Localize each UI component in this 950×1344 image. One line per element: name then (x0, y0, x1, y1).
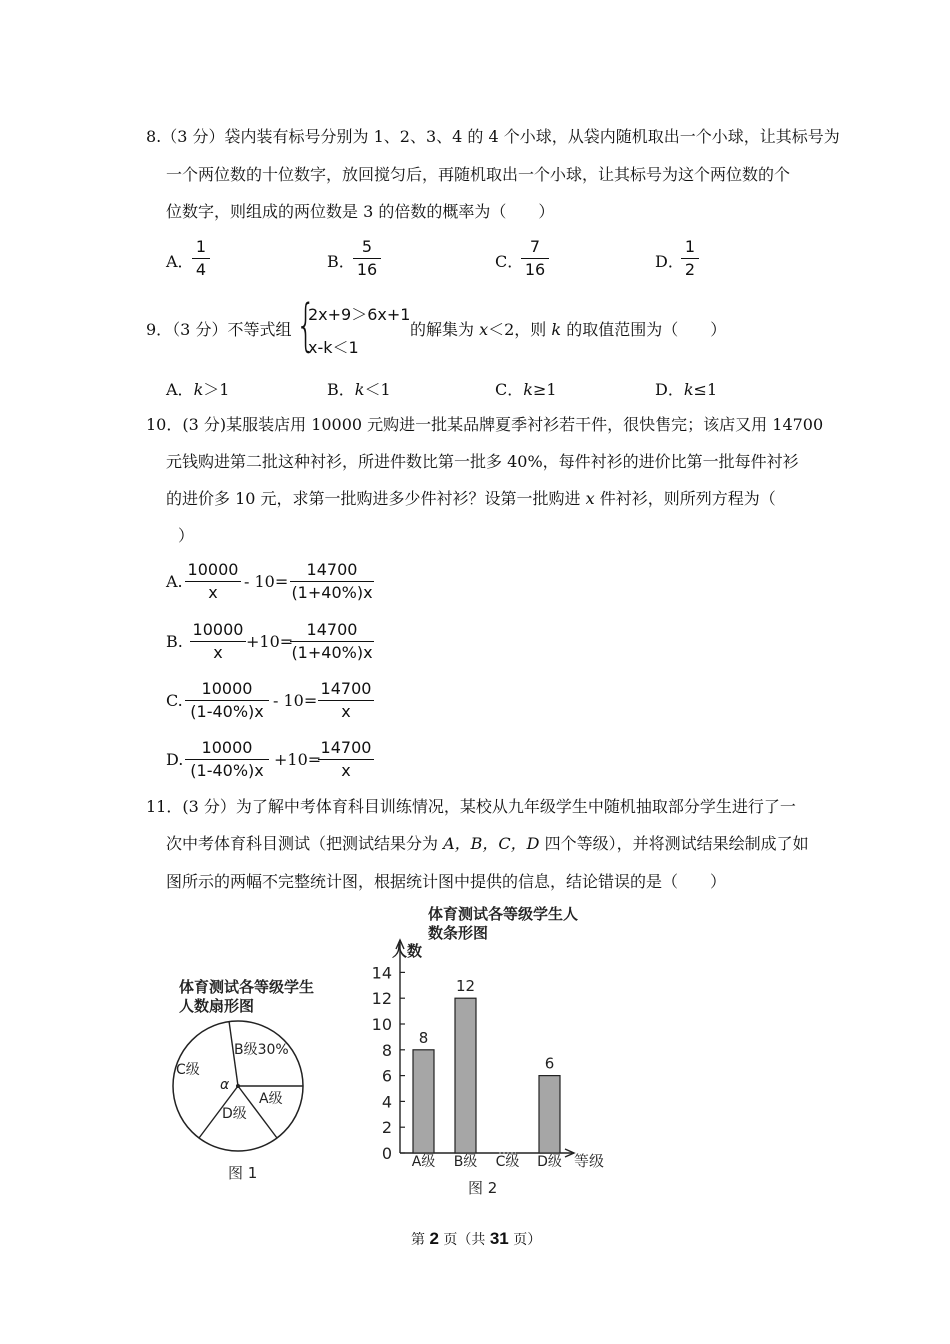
q9-option-c (495, 380, 557, 400)
q10-option-b-operator: +10= (246, 632, 294, 651)
option-label: D． (655, 380, 684, 399)
numerator: 10000 (185, 561, 241, 582)
page-footer (411, 1229, 541, 1249)
q10-option-b-label: B. (166, 632, 183, 651)
q8-line-2: 一个两位数的十位数字，放回搅匀后，再随机取出一个小球，让其标号为这个两位数的个 (166, 165, 791, 184)
numerator: 14700 (290, 561, 374, 582)
q8-option-b-label: B． (327, 252, 355, 271)
q10-option-a-right-fraction (290, 561, 374, 602)
q10-option-c-operator: - 10= (273, 691, 318, 710)
q9-prefix: 9．（3 分）不等式组 (146, 320, 292, 339)
x-category-label: C级 (495, 1154, 520, 1170)
q10-line-3b: 件衬衫，则所列方程为（ (594, 489, 776, 508)
q11-line-3: 图所示的两幅不完整统计图，根据统计图中提供的信息，结论错误的是（ ） (166, 872, 727, 891)
y-tick-label: 10 (371, 1015, 392, 1034)
denominator: (1-40%)x (190, 702, 264, 721)
q10-line-3 (166, 489, 776, 509)
option-label: A． (166, 380, 194, 399)
q10-option-c-left-fraction (185, 680, 269, 721)
pie-title-line-1: 体育测试各等级学生 (179, 978, 315, 996)
q9-var-x: x (479, 320, 489, 339)
pie-caption: 图 1 (228, 1164, 258, 1182)
q10-option-d-operator: +10= (274, 750, 322, 769)
q11-line-2b: 四个等级），并将测试结果绘制成了如 (539, 834, 809, 853)
q10-var-x: x (585, 489, 595, 508)
bar-value-label: 6 (544, 1054, 555, 1073)
q8-option-d-fraction (681, 238, 699, 279)
numerator: 14700 (290, 621, 374, 642)
denominator: x (341, 761, 351, 780)
q10-option-a-left-fraction (185, 561, 241, 602)
q9-option-d (655, 380, 717, 400)
q8-line-1: 8.（3 分）袋内装有标号分别为 1、2、3、4 的 4 个小球，从袋内随机取出一个小球，让其标号为 (146, 127, 840, 146)
q11-line-2a: 次中考体育科目测试（把测试结果分为 (166, 834, 444, 853)
numerator: 1 (192, 238, 210, 259)
pie-center (236, 1084, 240, 1088)
q10-line-2: 元钱购进第二批这种衬衫，所进件数比第一批多 40%，每件衬衫的进价比第一批每件衬衫 (166, 452, 799, 471)
pie-chart-figure (160, 970, 340, 1190)
q11-line-1: 11．(3 分）为了解中考体育科目训练情况，某校从九年级学生中随机抽取部分学生进行了一 (146, 797, 796, 816)
pie-label-alpha: α (220, 1077, 230, 1093)
q8-option-c-fraction (521, 238, 549, 279)
q9-system-line-2: x-k＜1 (308, 338, 359, 357)
bar-title-line-2: 数条形图 (428, 924, 489, 942)
q8-line-3: 位数字，则组成的两位数是 3 的倍数的概率为（ ） (166, 202, 555, 221)
bar-y-axis-label: 人数 (392, 942, 423, 960)
option-var: k (683, 380, 694, 399)
option-var: k (523, 380, 533, 399)
q10-option-d-right-fraction (318, 739, 374, 780)
option-label: C． (495, 380, 524, 399)
q9-suffix (410, 320, 726, 340)
option-rel: ＜1 (364, 380, 391, 399)
footer-middle: 页（共 (438, 1232, 490, 1248)
denominator: x (208, 583, 218, 602)
numerator: 10000 (185, 739, 269, 760)
option-rel: ≤1 (693, 380, 718, 399)
y-tick-label: 4 (381, 1092, 392, 1112)
q10-option-d-left-fraction (185, 739, 269, 780)
denominator: 16 (356, 260, 378, 279)
q10-option-a-label: A. (166, 572, 183, 591)
q8-option-a-label: A． (166, 252, 194, 271)
x-category-label: A级 (411, 1154, 436, 1170)
numerator: 5 (353, 238, 381, 259)
footer-prefix: 第 (411, 1232, 430, 1248)
pie-label-c: C级 (176, 1062, 200, 1078)
numerator: 14700 (318, 680, 374, 701)
q9-var-k: k (551, 320, 562, 339)
denominator: 2 (684, 260, 696, 279)
q9-option-b (327, 380, 391, 400)
footer-total-pages: 31 (489, 1229, 509, 1248)
denominator: x (213, 643, 223, 662)
q10-option-a-operator: - 10= (244, 572, 289, 591)
q9-system-line-1: 2x+9＞6x+1 (308, 305, 411, 324)
y-tick-label: 6 (381, 1066, 392, 1086)
bar-value-label: 12 (455, 977, 476, 996)
pie-label-d: D级 (222, 1106, 247, 1122)
bar-title-line-1: 体育测试各等级学生人 (428, 905, 579, 923)
q9-option-a (166, 380, 229, 400)
bar-x-axis-label: 等级 (574, 1152, 605, 1170)
footer-page-number: 2 (429, 1229, 439, 1248)
q11-line-2 (166, 834, 809, 854)
footer-suffix: 页） (508, 1232, 542, 1248)
option-var: k (193, 380, 204, 399)
q9-suffix-b: ＜2，则 (488, 320, 552, 339)
pie-label-b: B级30% (234, 1042, 289, 1058)
bar (539, 1076, 560, 1153)
q11-grade-vars: A，B，C，D (443, 834, 540, 853)
numerator: 10000 (185, 680, 269, 701)
y-tick-label: 8 (381, 1040, 392, 1060)
y-tick-label: 12 (371, 989, 392, 1009)
q10-line-3a: 的进价多 10 元，求第一批购进多少件衬衫？设第一批购进 (166, 489, 586, 508)
numerator: 14700 (318, 739, 374, 760)
numerator: 10000 (190, 621, 246, 642)
q10-option-c-right-fraction (318, 680, 374, 721)
denominator: (1-40%)x (190, 761, 264, 780)
pie-title-line-2: 人数扇形图 (179, 997, 255, 1015)
option-var: k (354, 380, 365, 399)
x-category-label: D级 (537, 1154, 562, 1170)
numerator: 1 (681, 238, 699, 259)
q8-option-d-label: D． (655, 252, 684, 271)
numerator: 7 (521, 238, 549, 259)
q9-suffix-a: 的解集为 (410, 320, 480, 339)
q10-option-b-left-fraction (190, 621, 246, 662)
y-tick-label: 14 (371, 963, 392, 983)
denominator: 4 (195, 260, 207, 279)
q8-option-a-fraction (192, 238, 210, 279)
pie-label-a: A级 (259, 1091, 283, 1107)
denominator: (1+40%)x (291, 643, 373, 662)
q10-option-b-right-fraction (290, 621, 374, 662)
bar (413, 1050, 434, 1153)
bar-chart-figure (360, 900, 620, 1200)
y-tick-label: 0 (381, 1144, 392, 1163)
q10-option-c-label: C. (166, 691, 183, 710)
bar-chart-plot (372, 940, 574, 1170)
q10-option-d-label: D. (166, 750, 184, 769)
x-category-label: B级 (453, 1154, 478, 1170)
bar-caption: 图 2 (468, 1179, 498, 1197)
q8-option-b-fraction (353, 238, 381, 279)
q9-suffix-c: 的取值范围为（ ） (561, 320, 727, 339)
system-brace: { (296, 293, 316, 358)
q8-option-c-label: C． (495, 252, 524, 271)
option-rel: ≥1 (532, 380, 557, 399)
denominator: x (341, 702, 351, 721)
option-rel: ＞1 (203, 380, 230, 399)
bar (455, 998, 476, 1153)
y-tick-label: 2 (381, 1118, 392, 1138)
option-label: B． (327, 380, 355, 399)
q10-line-4: ） (178, 526, 195, 545)
bar-value-label: 8 (418, 1028, 429, 1047)
denominator: 16 (524, 260, 546, 279)
denominator: (1+40%)x (291, 583, 373, 602)
q10-line-1: 10．(3 分)某服装店用 10000 元购进一批某品牌夏季衬衫若干件，很快售完；该店又用 14700 (146, 415, 824, 434)
